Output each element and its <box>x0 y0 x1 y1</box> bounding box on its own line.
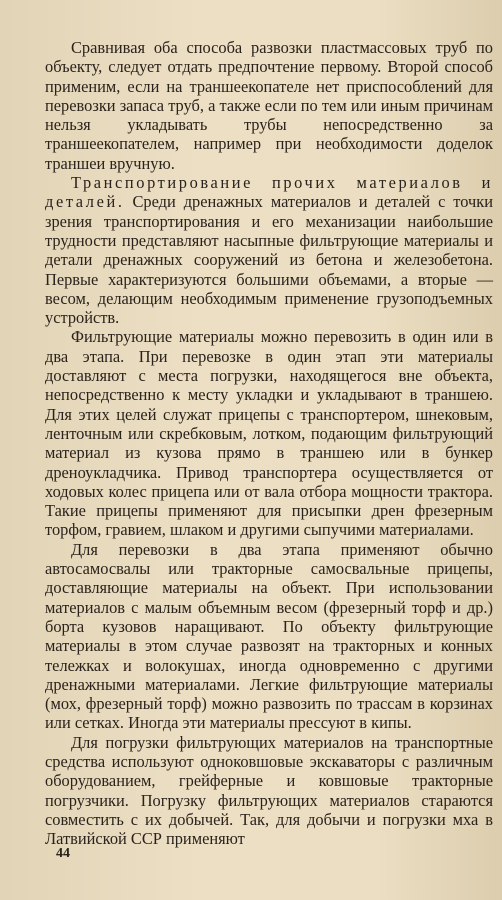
spaced-heading: Транспортирование прочих материалов и деталей. <box>45 173 493 212</box>
paragraph-5: Для погрузки фильтрующих материалов на транспортные средства используют одноковшовые экскаваторы с различным оборудованием, грейферные и ковшовые тракторные погрузчики. Погрузку фильтрующих материалов стараются совместить с их добычей. Так, для добычи и погрузки мха в Латвийской ССР применяют <box>45 732 493 849</box>
paragraph-4: Для перевозки в два этапа применяют обычно автосамосвалы или тракторные самосвальные прицепы, доставляющие материалы на объект. При использовании материалов с малым объемным весом (фрезерный торф и др.) борта кузовов наращивают. По объекту фильтрующие материалы в этом случае развозят на тракторных и конных тележках и волокушах, иногда одновременно с другими дренажными материалами. Легкие фильтрующие материалы (мох, фрезерный торф) можно развозить по трассам в корзинах или сетках. Иногда эти материалы прессуют в кипы. <box>45 539 493 733</box>
body-text <box>45 38 493 848</box>
paragraph-3: Фильтрующие материалы можно перевозить в один или в два этапа. При перевозке в один этап эти материалы доставляют с места погрузки, находящегося вне объекта, непосредственно к месту укладки и укладывают в траншею. Для этих целей служат прицепы с транспортером, шнековым, ленточным или скребковым, лотком, подающим фильтрующий материал из кузова прямо в траншею или в бункер дреноукладчика. Привод транспортера осуществляется от ходовых колес прицепа или от вала отбора мощности трактора. Такие прицепы применяют для присыпки дрен фрезерным торфом, гравием, шлаком и другими сыпучими материалами. <box>45 327 493 540</box>
paragraph-2-text: Среди дренажных материалов и деталей с точки зрения транспортирования и его механизации наибольшие трудности представляют насыпные фильтрующие материалы и детали дренажных сооружений из бетона и железобетона. Первые характеризуются большими объемами, а вторые — весом, делающим необходимым применение грузоподъемных устройств. <box>45 192 493 328</box>
paragraph-2 <box>45 173 493 327</box>
page-number: 44 <box>56 846 70 861</box>
paragraph-1: Сравнивая оба способа развозки пластмассовых труб по объекту, следует отдать предпочтение первому. Второй способ применим, если на траншеекопателе нет приспособлений для перевозки запаса труб, а также если по тем или иным причинам нельзя укладывать трубы непосредственно за траншеекопателем, например при необходимости доделок траншеи вручную. <box>45 38 493 173</box>
